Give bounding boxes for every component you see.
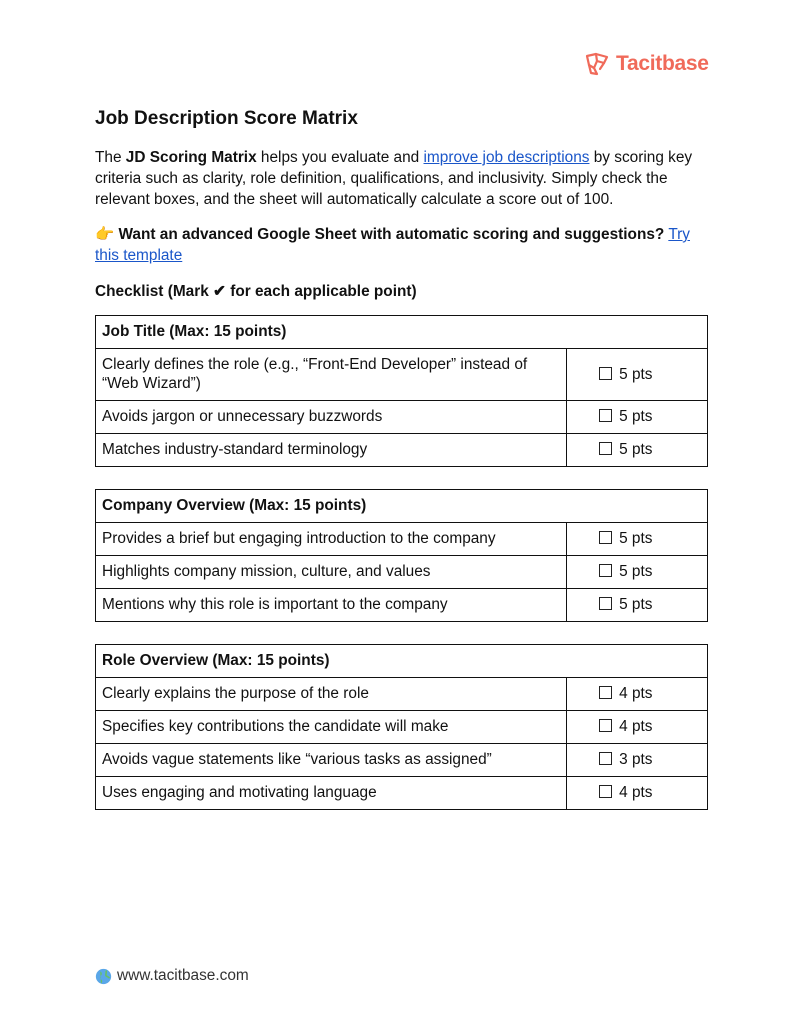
points-label: 5 pts (619, 530, 653, 547)
document-body (95, 108, 707, 832)
section-header: Role Overview (Max: 15 points) (96, 645, 708, 678)
criterion-text: Mentions why this role is important to the company (96, 589, 567, 622)
section-header: Company Overview (Max: 15 points) (96, 490, 708, 523)
checklist-sections (95, 315, 707, 810)
globe-icon (95, 968, 112, 985)
checklist-table (95, 315, 708, 467)
points-label: 4 pts (619, 784, 653, 801)
intro-paragraph (95, 147, 707, 210)
points-cell (567, 401, 708, 434)
points-label: 5 pts (619, 596, 653, 613)
table-row (96, 777, 708, 810)
checkbox[interactable] (599, 719, 612, 732)
checkbox[interactable] (599, 442, 612, 455)
table-row (96, 523, 708, 556)
table-row (96, 349, 708, 401)
intro-text-1: The (95, 149, 126, 166)
pointing-hand-icon: 👉 (95, 226, 115, 243)
points-label: 4 pts (619, 685, 653, 702)
points-label: 5 pts (619, 365, 653, 383)
points-cell (567, 678, 708, 711)
intro-bold: JD Scoring Matrix (125, 149, 257, 166)
footer (95, 967, 249, 985)
table-row (96, 556, 708, 589)
section-header-row (96, 645, 708, 678)
checkbox[interactable] (599, 367, 612, 380)
checkbox[interactable] (599, 597, 612, 610)
checkbox[interactable] (599, 785, 612, 798)
criterion-text: Matches industry-standard terminology (96, 434, 567, 467)
points-label: 4 pts (619, 718, 653, 735)
intro-text-3: by scoring key criteria such as clarity, role definition, qualifications, and inclusivity. Simply check the relevant boxes, and the sheet will automatically calculate a score out of 100. (95, 149, 693, 208)
promo-paragraph (95, 224, 707, 266)
checkbox[interactable] (599, 531, 612, 544)
tacitbase-logo (584, 52, 709, 76)
section-header-row (96, 316, 708, 349)
points-cell (567, 711, 708, 744)
points-cell (567, 349, 708, 401)
tacitbase-logo-icon (584, 52, 610, 76)
points-label: 3 pts (619, 751, 653, 768)
points-label: 5 pts (619, 408, 653, 425)
logo-text: Tacitbase (616, 52, 709, 75)
checkbox[interactable] (599, 752, 612, 765)
section-header-row (96, 490, 708, 523)
promo-bold: Want an advanced Google Sheet with automatic scoring and suggestions? (118, 226, 665, 243)
criterion-text: Specifies key contributions the candidate will make (96, 711, 567, 744)
criterion-text: Avoids jargon or unnecessary buzzwords (96, 401, 567, 434)
points-label: 5 pts (619, 441, 653, 458)
checklist-title: Checklist (Mark ✔ for each applicable point) (95, 283, 417, 300)
criterion-text: Clearly explains the purpose of the role (96, 678, 567, 711)
improve-job-descriptions-link[interactable]: improve job descriptions (423, 149, 590, 166)
points-cell (567, 744, 708, 777)
table-row (96, 401, 708, 434)
table-row (96, 744, 708, 777)
section-header: Job Title (Max: 15 points) (96, 316, 708, 349)
intro-text-2: helps you evaluate and (256, 149, 424, 166)
points-cell (567, 523, 708, 556)
points-cell (567, 556, 708, 589)
table-row (96, 678, 708, 711)
criterion-text: Uses engaging and motivating language (96, 777, 567, 810)
table-row (96, 434, 708, 467)
points-cell (567, 434, 708, 467)
criterion-text: Clearly defines the role (e.g., “Front-End Developer” instead of “Web Wizard”) (96, 349, 567, 401)
criterion-text: Highlights company mission, culture, and values (96, 556, 567, 589)
page-title: Job Description Score Matrix (95, 108, 358, 129)
checkbox[interactable] (599, 409, 612, 422)
checkbox[interactable] (599, 564, 612, 577)
points-cell (567, 589, 708, 622)
points-cell (567, 777, 708, 810)
try-template-link[interactable]: Try this template (95, 226, 690, 264)
footer-url[interactable]: www.tacitbase.com (117, 967, 249, 984)
checkbox[interactable] (599, 686, 612, 699)
table-row (96, 711, 708, 744)
criterion-text: Provides a brief but engaging introduction to the company (96, 523, 567, 556)
points-label: 5 pts (619, 563, 653, 580)
table-row (96, 589, 708, 622)
criterion-text: Avoids vague statements like “various tasks as assigned” (96, 744, 567, 777)
checklist-table (95, 489, 708, 622)
checklist-table (95, 644, 708, 810)
